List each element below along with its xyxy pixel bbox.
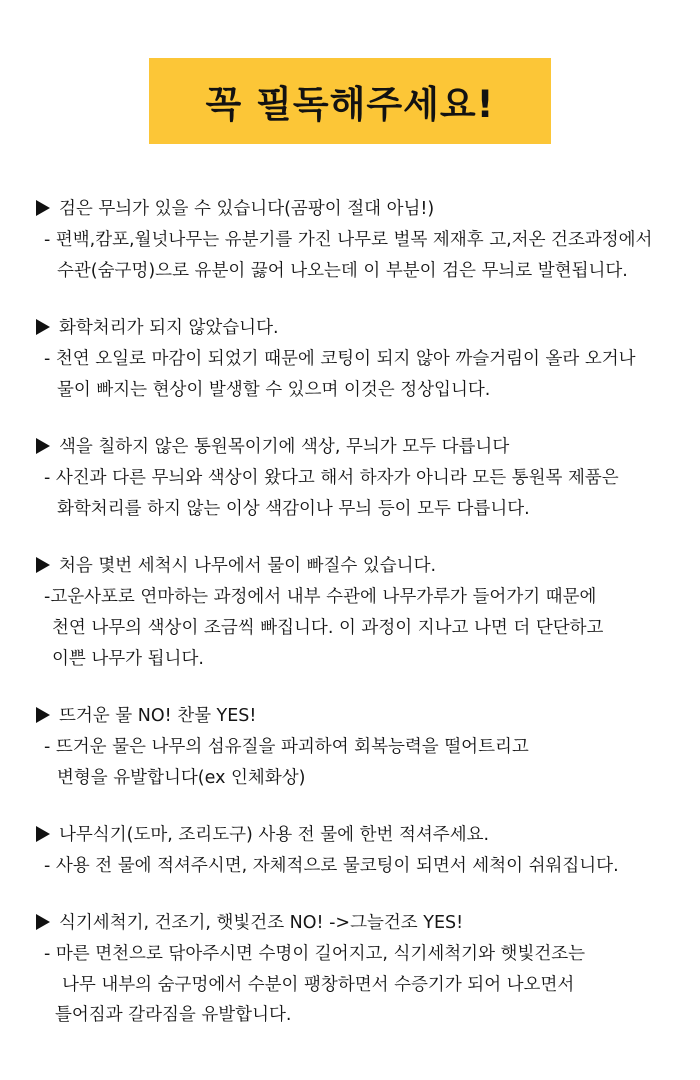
notice-detail-line: - 마른 면천으로 닦아주시면 수명이 길어지고, 식기세척기와 햇빛건조는 bbox=[44, 944, 586, 964]
play-arrow-icon bbox=[36, 557, 50, 573]
notice-heading-text: 화학처리가 되지 않았습니다. bbox=[59, 318, 279, 338]
notice-heading-text: 나무식기(도마, 조리도구) 사용 전 물에 한번 적셔주세요. bbox=[59, 825, 490, 845]
notice-heading-text: 식기세척기, 건조기, 햇빛건조 NO! ->그늘건조 YES! bbox=[59, 913, 464, 933]
play-arrow-icon bbox=[36, 826, 50, 842]
notice-detail-line: 변형을 유발합니다(ex 인체화상) bbox=[57, 768, 306, 788]
play-arrow-icon bbox=[36, 707, 50, 723]
notice-detail-line: - 사용 전 물에 적셔주시면, 자체적으로 물코팅이 되면서 세척이 쉬워집니다. bbox=[44, 856, 619, 876]
play-arrow-icon bbox=[36, 319, 50, 335]
notice-detail-line: 천연 나무의 색상이 조금씩 빠집니다. 이 과정이 지나고 나면 더 단단하고 bbox=[52, 618, 604, 638]
notice-heading bbox=[36, 316, 279, 340]
notice-heading-text: 뜨거운 물 NO! 찬물 YES! bbox=[59, 706, 257, 726]
play-arrow-icon bbox=[36, 914, 50, 930]
notice-heading bbox=[36, 823, 489, 847]
notice-detail-line: - 사진과 다른 무늬와 색상이 왔다고 해서 하자가 아니라 모든 통원목 제품은 bbox=[44, 468, 619, 488]
notice-heading-text: 검은 무늬가 있을 수 있습니다(곰팡이 절대 아님!) bbox=[59, 199, 435, 219]
notice-detail-line: 나무 내부의 숨구멍에서 수분이 팽창하면서 수증기가 되어 나오면서 bbox=[62, 975, 575, 995]
play-arrow-icon bbox=[36, 200, 50, 216]
notice-heading bbox=[36, 554, 436, 578]
title-banner bbox=[149, 58, 551, 144]
play-arrow-icon bbox=[36, 438, 50, 454]
notice-heading-text: 처음 몇번 세척시 나무에서 물이 빠질수 있습니다. bbox=[59, 556, 437, 576]
notice-detail-line: 이쁜 나무가 됩니다. bbox=[52, 649, 204, 669]
notice-detail-line: 틀어짐과 갈라짐을 유발합니다. bbox=[55, 1005, 292, 1025]
notice-detail-line: 화학처리를 하지 않는 이상 색감이나 무늬 등이 모두 다릅니다. bbox=[57, 499, 530, 519]
notice-heading bbox=[36, 435, 509, 459]
notice-detail-line: - 뜨거운 물은 나무의 섬유질을 파괴하여 회복능력을 떨어트리고 bbox=[44, 737, 529, 757]
notice-detail-line: - 편백,캄포,월넛나무는 유분기를 가진 나무로 벌목 제재후 고,저온 건조과정에서 bbox=[44, 230, 653, 250]
notice-detail-line: - 천연 오일로 마감이 되었기 때문에 코팅이 되지 않아 까슬거림이 올라 오거나 bbox=[44, 349, 636, 369]
notice-detail-line: 수관(숨구멍)으로 유분이 끓어 나오는데 이 부분이 검은 무늬로 발현됩니다. bbox=[57, 261, 628, 281]
notice-heading bbox=[36, 911, 463, 935]
notice-detail-line: -고운사포로 연마하는 과정에서 내부 수관에 나무가루가 들어가기 때문에 bbox=[44, 587, 597, 607]
notice-heading-text: 색을 칠하지 않은 통원목이기에 색상, 무늬가 모두 다릅니다 bbox=[59, 437, 510, 457]
notice-heading bbox=[36, 704, 256, 728]
notice-detail-line: 물이 빠지는 현상이 발생할 수 있으며 이것은 정상입니다. bbox=[57, 380, 491, 400]
page-title: 꼭 필독해주세요! bbox=[205, 83, 495, 126]
notice-heading bbox=[36, 197, 434, 221]
